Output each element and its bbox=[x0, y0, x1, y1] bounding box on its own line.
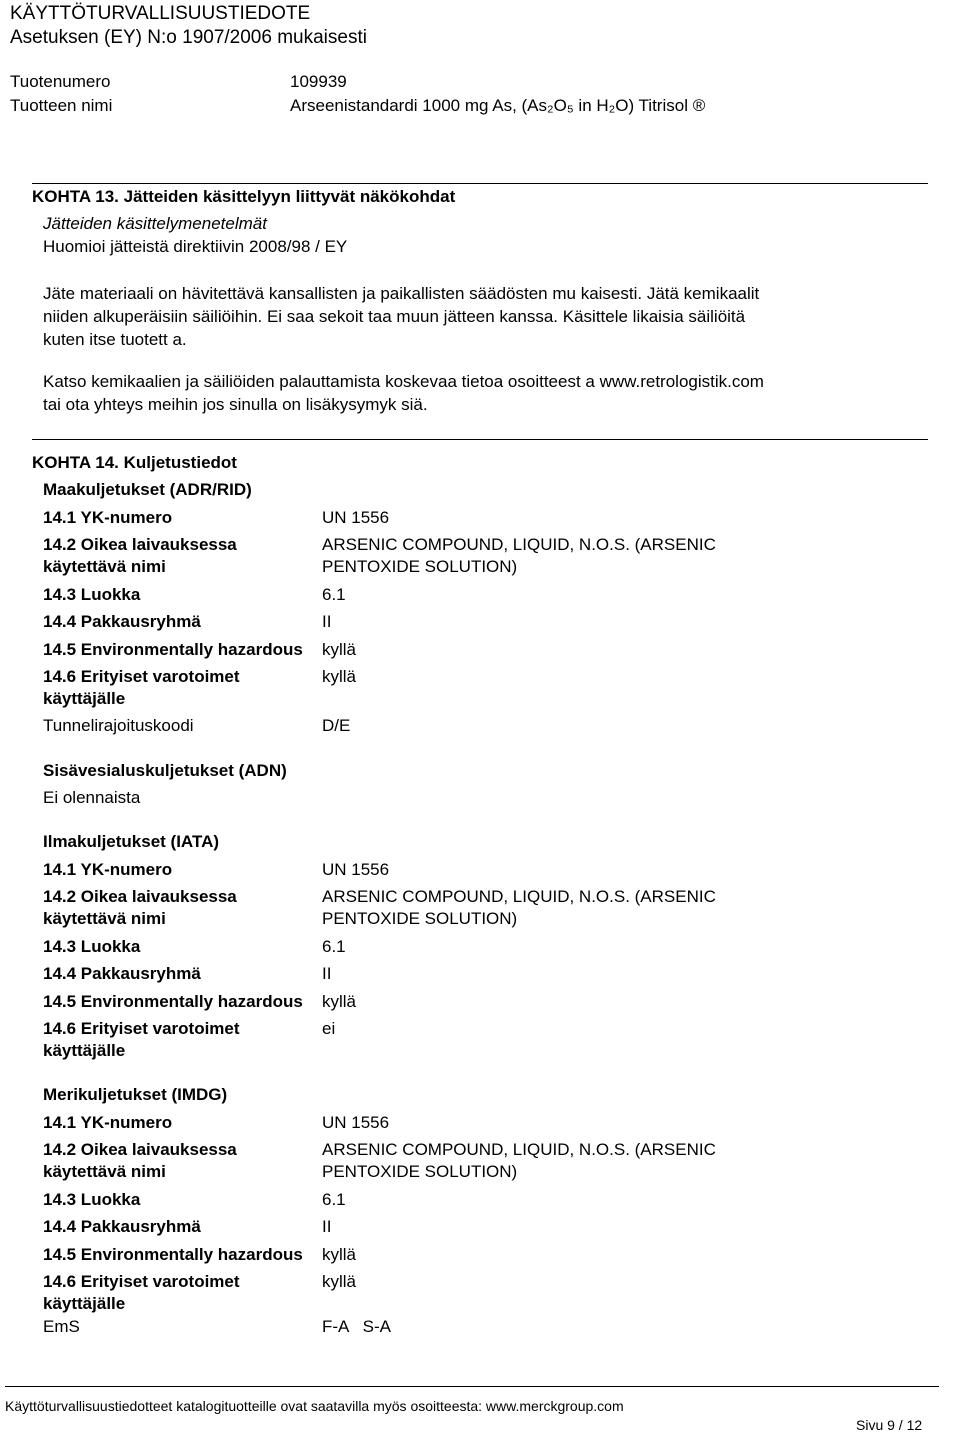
imdg-title: Merikuljetukset (IMDG) bbox=[43, 1085, 228, 1104]
adr-un-value: UN 1556 bbox=[322, 508, 390, 527]
imdg-env-label: 14.5 Environmentally hazardous bbox=[43, 1245, 303, 1264]
iata-psn-label-2: käytettävä nimi bbox=[43, 909, 166, 928]
imdg-psn-value-2: PENTOXIDE SOLUTION) bbox=[322, 1162, 518, 1181]
disposal-text-line-2: niiden alkuperäisiin säiliöihin. Ei saa sekoit taa muun jätteen kanssa. Käsittele likaisia säiliöitä bbox=[43, 307, 746, 326]
imdg-psn-label-1: 14.2 Oikea laivauksessa bbox=[43, 1140, 237, 1159]
iata-spec-label-2: käyttäjälle bbox=[43, 1041, 126, 1060]
iata-env-label: 14.5 Environmentally hazardous bbox=[43, 992, 303, 1011]
footer-note: Käyttöturvallisuustiedotteet katalogituotteille ovat saatavilla myös osoitteesta: www.merckgroup.com bbox=[5, 1398, 624, 1414]
adr-un-label: 14.1 YK-numero bbox=[43, 508, 173, 527]
adr-tunnel-label: Tunnelirajoituskoodi bbox=[43, 716, 194, 735]
iata-spec-value: ei bbox=[322, 1019, 336, 1038]
adn-text: Ei olennaista bbox=[43, 788, 141, 807]
disposal-text-line-3: kuten itse tuotett a. bbox=[43, 330, 187, 349]
adr-psn-label-1: 14.2 Oikea laivauksessa bbox=[43, 535, 237, 554]
imdg-spec-label-1: 14.6 Erityiset varotoimet bbox=[43, 1272, 240, 1291]
imdg-un-value: UN 1556 bbox=[322, 1113, 390, 1132]
product-number: 109939 bbox=[290, 72, 347, 91]
disposal-text-line-1: Jäte materiaali on hävitettävä kansallisten ja paikallisten säädösten mu kaisesti. Jätä kemikaalit bbox=[43, 284, 760, 303]
imdg-class-label: 14.3 Luokka bbox=[43, 1190, 141, 1209]
iata-pg-label: 14.4 Pakkausryhmä bbox=[43, 964, 201, 983]
iata-class-value: 6.1 bbox=[322, 937, 346, 956]
section-13-rule bbox=[32, 183, 928, 184]
imdg-psn-label-2: käytettävä nimi bbox=[43, 1162, 166, 1181]
iata-un-label: 14.1 YK-numero bbox=[43, 860, 173, 879]
imdg-env-value: kyllä bbox=[322, 1245, 357, 1264]
imdg-spec-label-2: käyttäjälle bbox=[43, 1294, 126, 1313]
section-14-heading: KOHTA 14. Kuljetustiedot bbox=[32, 453, 237, 472]
directive-text: Huomioi jätteistä direktiivin 2008/98 / EY bbox=[43, 237, 348, 256]
iata-pg-value: II bbox=[322, 964, 332, 983]
document-title: KÄYTTÖTURVALLISUUSTIEDOTE bbox=[10, 3, 311, 24]
adr-pg-label: 14.4 Pakkausryhmä bbox=[43, 612, 201, 631]
adr-env-label: 14.5 Environmentally hazardous bbox=[43, 640, 303, 659]
adr-psn-value-2: PENTOXIDE SOLUTION) bbox=[322, 557, 518, 576]
imdg-class-value: 6.1 bbox=[322, 1190, 346, 1209]
imdg-ems-value: F-A S-A bbox=[322, 1317, 391, 1336]
iata-spec-label-1: 14.6 Erityiset varotoimet bbox=[43, 1019, 240, 1038]
iata-env-value: kyllä bbox=[322, 992, 357, 1011]
iata-un-value: UN 1556 bbox=[322, 860, 390, 879]
adr-tunnel-value: D/E bbox=[322, 716, 351, 735]
adr-spec-label-2: käyttäjälle bbox=[43, 689, 126, 708]
regulation-line: Asetuksen (EY) N:o 1907/2006 mukaisesti bbox=[10, 27, 367, 48]
iata-title: Ilmakuljetukset (IATA) bbox=[43, 832, 220, 851]
adr-spec-label-1: 14.6 Erityiset varotoimet bbox=[43, 667, 240, 686]
imdg-pg-value: II bbox=[322, 1217, 332, 1236]
page-number: Sivu 9 / 12 bbox=[856, 1417, 923, 1433]
imdg-psn-value-1: ARSENIC COMPOUND, LIQUID, N.O.S. (ARSENIC bbox=[322, 1140, 716, 1159]
imdg-ems-label: EmS bbox=[43, 1317, 80, 1336]
footer-rule bbox=[5, 1386, 939, 1387]
product-name: Arseenistandardi 1000 mg As, (As₂O₅ in H₂O) Titrisol ® bbox=[290, 96, 706, 115]
iata-class-label: 14.3 Luokka bbox=[43, 937, 141, 956]
adr-env-value: kyllä bbox=[322, 640, 357, 659]
adr-title: Maakuljetukset (ADR/RID) bbox=[43, 480, 252, 499]
product-number-label: Tuotenumero bbox=[10, 72, 111, 91]
adr-class-label: 14.3 Luokka bbox=[43, 585, 141, 604]
adr-psn-value-1: ARSENIC COMPOUND, LIQUID, N.O.S. (ARSENIC bbox=[322, 535, 716, 554]
return-info-line-1: Katso kemikaalien ja säiliöiden palauttamista koskevaa tietoa osoitteest a www.retrologistik.com bbox=[43, 372, 764, 391]
adr-pg-value: II bbox=[322, 612, 332, 631]
return-info-line-2: tai ota yhteys meihin jos sinulla on lisäkysymyk siä. bbox=[43, 395, 428, 414]
imdg-un-label: 14.1 YK-numero bbox=[43, 1113, 173, 1132]
iata-psn-label-1: 14.2 Oikea laivauksessa bbox=[43, 887, 237, 906]
imdg-spec-value: kyllä bbox=[322, 1272, 357, 1291]
iata-psn-value-1: ARSENIC COMPOUND, LIQUID, N.O.S. (ARSENIC bbox=[322, 887, 716, 906]
imdg-pg-label: 14.4 Pakkausryhmä bbox=[43, 1217, 201, 1236]
adr-class-value: 6.1 bbox=[322, 585, 346, 604]
section-13-subheading: Jätteiden käsittelymenetelmät bbox=[43, 214, 267, 233]
adn-title: Sisävesialuskuljetukset (ADN) bbox=[43, 761, 287, 780]
adr-spec-value: kyllä bbox=[322, 667, 357, 686]
section-13-heading: KOHTA 13. Jätteiden käsittelyyn liittyvät näkökohdat bbox=[32, 187, 456, 206]
product-name-label: Tuotteen nimi bbox=[10, 96, 113, 115]
iata-psn-value-2: PENTOXIDE SOLUTION) bbox=[322, 909, 518, 928]
section-14-rule bbox=[32, 439, 928, 440]
adr-psn-label-2: käytettävä nimi bbox=[43, 557, 166, 576]
